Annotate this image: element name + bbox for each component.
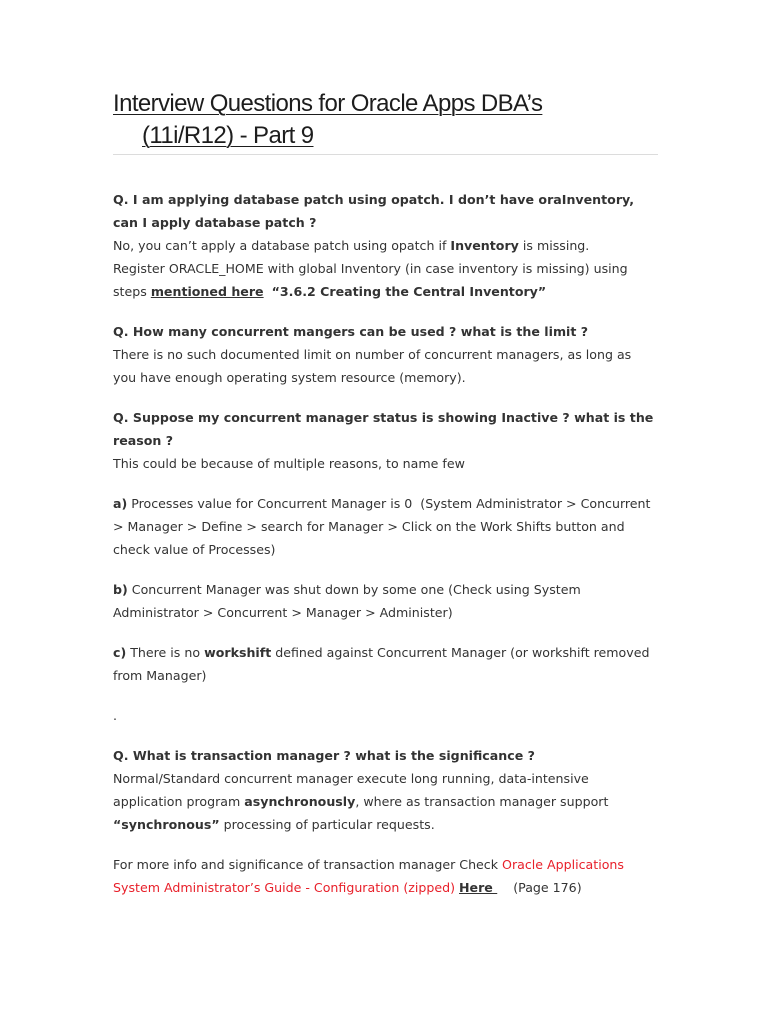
reason-b: b) Concurrent Manager was shut down by some one (Check using System Administrator > Concurrent > Manager > Administer) — [113, 582, 581, 620]
qa-block-2 — [113, 320, 658, 389]
question-1: Q. I am applying database patch using opatch. I don’t have oraInventory, can I apply database patch ? — [113, 192, 635, 230]
answer-1: No, you can’t apply a database patch using opatch if Inventory is missing. Register ORACLE_HOME with global Inventory (in case inventory is missing) using steps mentioned here “3.6.2 Creating the Central Inventory” — [113, 238, 628, 299]
question-2: Q. How many concurrent mangers can be used ? what is the limit ? — [113, 324, 589, 339]
answer-3-intro: This could be because of multiple reasons, to name few — [113, 456, 465, 471]
mentioned-here-link[interactable]: mentioned here — [150, 284, 264, 299]
title-line-2: (11i/R12) - Part 9 — [142, 122, 314, 149]
qa-block-1 — [113, 188, 658, 303]
reason-a: a) Processes value for Concurrent Manager is 0 (System Administrator > Concurrent > Manager > Define > search for Manager > Click on the Work Shifts button and check value of Processes) — [113, 496, 655, 557]
more-info: For more info and significance of transaction manager Check Oracle Applications System Administrator’s Guide - Configuration (zipped) Here (Page 176) — [113, 857, 624, 895]
question-4: Q. What is transaction manager ? what is the significance ? — [113, 748, 535, 763]
article-body — [113, 188, 658, 916]
guide-link[interactable]: Oracle Applications System Administrator’s Guide - Configuration (zipped) — [113, 857, 624, 895]
answer-2: There is no such documented limit on number of concurrent managers, as long as you have enough operating system resource (memory). — [113, 347, 632, 385]
qa-block-4 — [113, 744, 658, 899]
title-line-1: Interview Questions for Oracle Apps DBA’s — [113, 90, 543, 117]
qa-block-3 — [113, 406, 658, 727]
here-link[interactable]: Here — [459, 880, 498, 895]
reason-c: c) There is no workshift defined against Concurrent Manager (or workshift removed from Manager) — [113, 645, 650, 683]
dot-separator: . — [113, 708, 118, 723]
answer-4: Normal/Standard concurrent manager execute long running, data-intensive application program asynchronously, where as transaction manager support “synchronous” processing of particular requests. — [113, 771, 609, 832]
page-title — [113, 88, 658, 155]
question-3: Q. Suppose my concurrent manager status is showing Inactive ? what is the reason ? — [113, 410, 654, 448]
